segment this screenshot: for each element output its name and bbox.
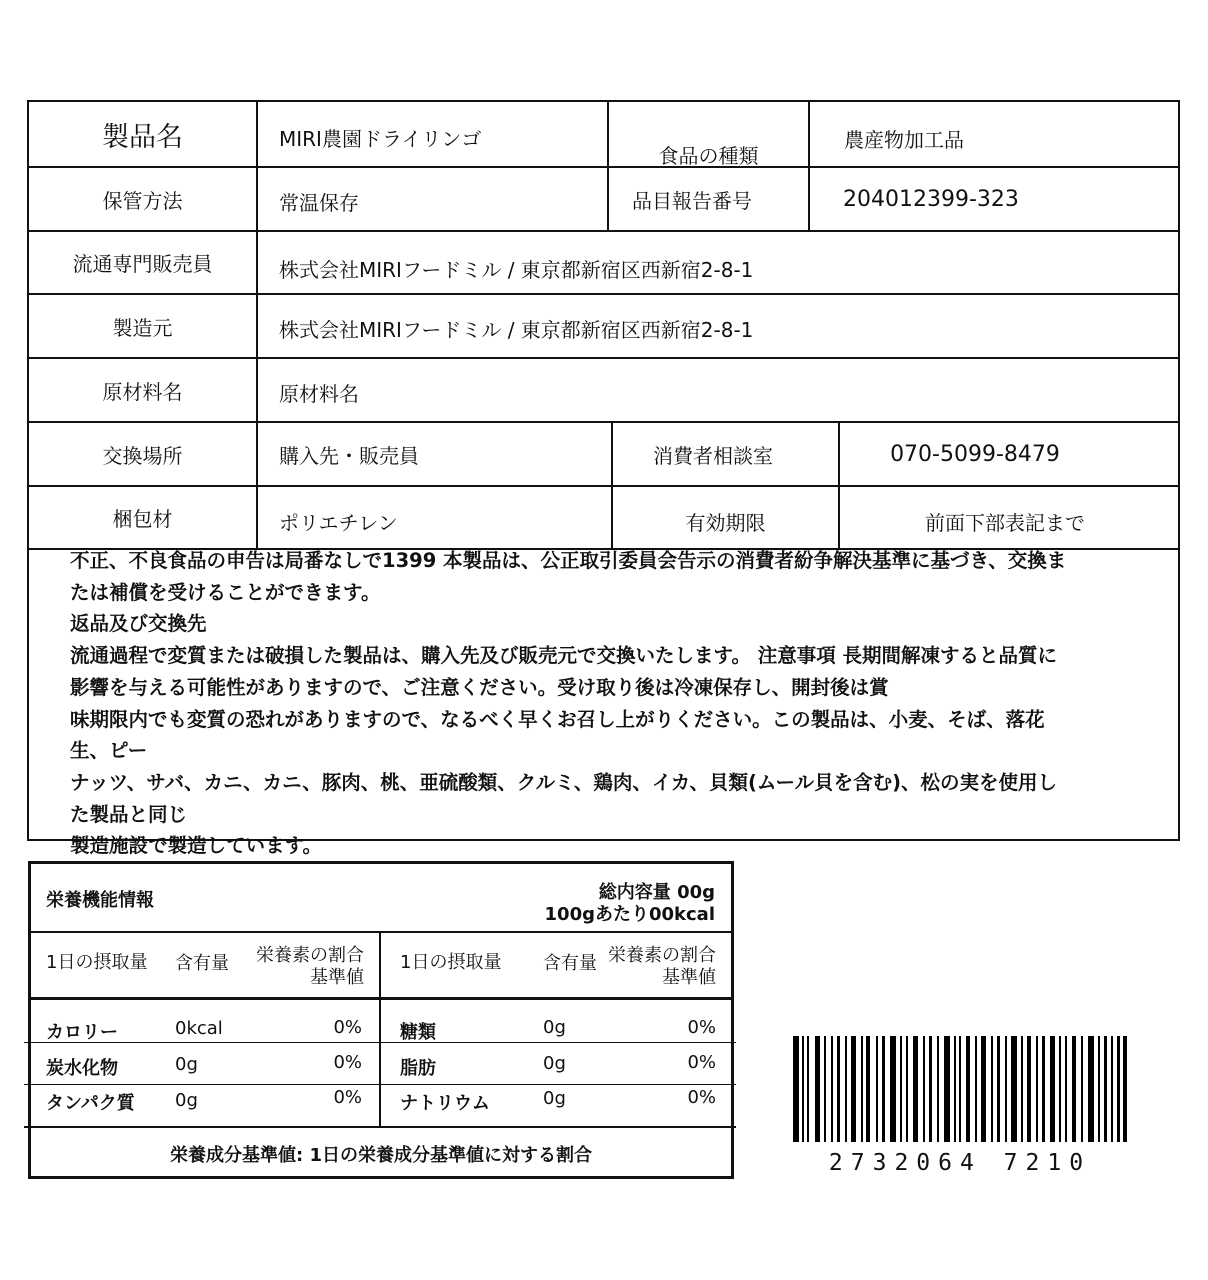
barcode-bar [1072, 1036, 1076, 1142]
nutrient-percent: 0% [687, 1087, 716, 1108]
barcode-bar [981, 1036, 986, 1142]
barcode-bar [866, 1036, 870, 1142]
barcode-bar [1027, 1036, 1031, 1142]
ingredients-value: 原材料名 [279, 381, 359, 406]
expiry-label: 有効期限 [685, 510, 766, 535]
barcode-bar [845, 1036, 847, 1142]
notice-line: 影響を与える可能性がありますので、ご注意ください。受け取り後は冷凍保存し、開封後は賞 [70, 675, 889, 699]
ingredients-label: 原材料名 [102, 379, 183, 404]
nutrient-percent: 0% [687, 1017, 716, 1038]
nutrition-title: 栄養機能情報 [46, 890, 154, 911]
product-name-label: 製品名 [102, 121, 183, 153]
nutrient-amount: 0g [543, 1088, 566, 1109]
barcode-bar [807, 1036, 809, 1142]
notice-line: 不正、不良食品の申告は局番なしで1399 本製品は、公正取引委員会告示の消費者紛争解決基準に基づき、交換ま [70, 549, 1067, 572]
barcode-bar [954, 1036, 956, 1142]
barcode-bar [1117, 1036, 1120, 1142]
manufacturer-label: 製造元 [112, 315, 173, 340]
barcode-bar [837, 1036, 840, 1142]
barcode-bar [1111, 1036, 1113, 1142]
barcode-bar [923, 1036, 925, 1142]
nutrient-percent: 0% [333, 1087, 362, 1108]
nutrient-name: カロリー [46, 1022, 118, 1043]
barcode-bar [913, 1036, 918, 1142]
barcode-bar [1042, 1036, 1045, 1142]
barcode-bar [815, 1036, 820, 1142]
nutrition-footer: 栄養成分基準値: 1日の栄養成分基準値に対する割合 [170, 1145, 592, 1166]
storage-value: 常温保存 [279, 190, 359, 215]
notice-line: たは補償を受けることができます。 [70, 580, 381, 604]
col-content: 含有量 [543, 953, 597, 974]
notice-line: 生、ピー [70, 739, 148, 763]
nutrient-amount: 0g [175, 1054, 198, 1075]
notice-line: た製品と同じ [70, 802, 188, 826]
total-volume: 総内容量 00g [598, 882, 715, 903]
barcode-bar [900, 1036, 902, 1142]
food-type-value: 農産物加工品 [844, 127, 964, 152]
notice-line: 返品及び交換先 [70, 612, 207, 636]
barcode-bar [824, 1036, 826, 1142]
notice-line: ナッツ、サバ、カニ、カニ、豚肉、桃、亜硫酸類、クルミ、鶏肉、イカ、貝類(ムール貝を含む)、松の実を使用し [70, 770, 1057, 794]
barcode-bar [831, 1036, 833, 1142]
nutrient-percent: 0% [687, 1052, 716, 1073]
barcode-bar [802, 1036, 804, 1142]
barcode-bar [861, 1036, 863, 1142]
col-daily-intake: 1日の摂取量 [400, 952, 502, 973]
barcode-bar [1081, 1036, 1083, 1142]
barcode-bar [851, 1036, 856, 1142]
nutrient-name: タンパク質 [46, 1093, 135, 1114]
nutrient-name: ナトリウム [400, 1093, 490, 1114]
expiry-value: 前面下部表記まで [925, 510, 1085, 535]
barcode-bar [890, 1036, 896, 1142]
barcode-bar [997, 1036, 1000, 1142]
packaging-value: ポリエチレン [279, 510, 398, 535]
exchange-place-value: 購入先・販売員 [279, 443, 419, 468]
storage-label: 保管方法 [102, 188, 183, 213]
consumer-office-phone: 070-5099-8479 [890, 441, 1060, 467]
packaging-label: 梱包材 [112, 507, 173, 531]
barcode-bar [1098, 1036, 1100, 1142]
notice-line: 味期限内でも変質の恐れがありますので、なるべく早くお召し上がりください。この製品は、小麦、そば、落花 [70, 707, 1045, 731]
col-ratio-line1: 栄養素の割合 [608, 945, 716, 966]
barcode-bar [882, 1036, 885, 1142]
barcode-bar [1065, 1036, 1067, 1142]
barcode-bar [1123, 1036, 1127, 1142]
col-ratio-line1: 栄養素の割合 [256, 945, 364, 966]
consumer-office-label: 消費者相談室 [653, 443, 773, 468]
nutrient-percent: 0% [333, 1017, 362, 1038]
col-daily-intake: 1日の摂取量 [46, 952, 148, 973]
barcode-bar [876, 1036, 878, 1142]
barcode-bar [1005, 1036, 1007, 1142]
nutrient-percent: 0% [333, 1052, 362, 1073]
barcode-bar [1036, 1036, 1038, 1142]
barcode-bar [929, 1036, 932, 1142]
report-number-label: 品目報告番号 [632, 188, 752, 213]
barcode-bar [966, 1036, 970, 1142]
barcode-bar [1104, 1036, 1107, 1142]
manufacturer-value: 株式会社MIRIフードミル / 東京都新宿区西新宿2-8-1 [279, 317, 754, 342]
nutrient-amount: 0g [543, 1053, 566, 1074]
barcode-bar [944, 1036, 950, 1142]
barcode-bar [937, 1036, 939, 1142]
distributor-value: 株式会社MIRIフードミル / 東京都新宿区西新宿2-8-1 [279, 258, 754, 282]
barcode-digits: 2732064 7210 [828, 1150, 1092, 1176]
notice-text [70, 545, 1150, 862]
barcode-bar [975, 1036, 977, 1142]
notice-line: 製造施設で製造しています。 [70, 834, 322, 858]
barcode-bar [1088, 1036, 1094, 1142]
product-name-value: MIRI農園ドライリンゴ [279, 126, 482, 151]
barcode-bar [1059, 1036, 1061, 1142]
barcode-bar [1021, 1036, 1023, 1142]
report-number-value: 204012399-323 [843, 186, 1019, 212]
barcode-bar [959, 1036, 961, 1142]
col-ratio-line2: 基準値 [662, 967, 716, 988]
nutrient-name: 炭水化物 [46, 1058, 118, 1079]
exchange-place-label: 交換場所 [102, 443, 183, 468]
barcode-bar [1050, 1036, 1055, 1142]
nutrient-amount: 0g [175, 1090, 198, 1111]
food-type-label: 食品の種類 [658, 143, 759, 168]
barcode-bar [906, 1036, 908, 1142]
barcode-bar [1011, 1036, 1017, 1142]
calories-per-100g: 100gあたり00kcal [544, 904, 715, 925]
col-ratio-line2: 基準値 [310, 967, 364, 988]
notice-line: 流通過程で変質または破損した製品は、購入先及び販売元で交換いたします。 注意事項 長期間解凍すると品質に [70, 644, 1058, 668]
barcode [793, 1036, 1127, 1142]
col-content: 含有量 [175, 953, 229, 974]
nutrient-amount: 0kcal [175, 1018, 223, 1039]
nutrient-name: 糖類 [400, 1022, 436, 1043]
distributor-label: 流通専門販売員 [72, 252, 213, 276]
nutrient-name: 脂肪 [400, 1058, 436, 1079]
nutrient-amount: 0g [543, 1017, 566, 1038]
barcode-bar [991, 1036, 993, 1142]
barcode-bar [793, 1036, 799, 1142]
